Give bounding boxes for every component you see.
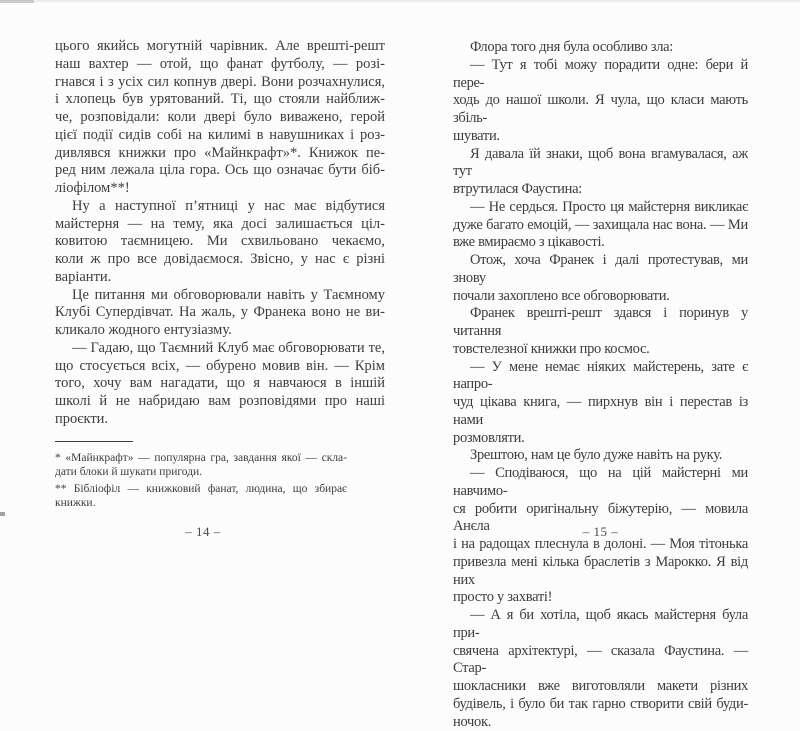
scan-corner-smudge [0, 0, 34, 3]
text-line: ночок. [453, 714, 748, 731]
scan-top-edge-artifact [0, 0, 800, 2]
text-line: Це питання ми обговорювали навіть у Таємному [55, 287, 385, 305]
page-number-right: – 15 – [453, 524, 748, 540]
text-line: і на радощах плеснула в долоні. — Моя тітонька [453, 536, 748, 554]
text-line: — Сподіваюся, що на цій майстерні ми навчимо- [453, 465, 748, 501]
text-line: ся робити оригінальну біжутерію, — мовила Анєла [453, 501, 748, 537]
text-line: Ну а наступної п’ятниці у нас має відбутися [55, 198, 385, 216]
text-line: — Гадаю, що Таємний Клуб має обговорювати те, [55, 340, 385, 358]
text-line: цієї події сидів собі на килимі в навушниках і роз- [55, 127, 385, 145]
text-line: будівель, і було би так гарно створити свій буди- [453, 696, 748, 714]
text-line: коли ж про все довідаємося. Звісно, у нас є різні [55, 251, 385, 269]
text-line: цього якийсь могутній чарівник. Але врешті-решт [55, 38, 385, 56]
text-line: кликало жодного ентузіазму. [55, 322, 385, 340]
text-line: ковитою таємницею. Ми схвильовано чекаємо, [55, 233, 385, 251]
text-line: вже вмираємо з цікавості. [453, 234, 748, 252]
footnote [55, 482, 347, 511]
text-line: дуже багато емоцій, — захищала нас вона. — Ми [453, 217, 748, 235]
text-line: почали захоплено все обговорювати. [453, 288, 748, 306]
text-line: шокласники вже виготовляли макети різних [453, 678, 748, 696]
text-line: — А я би хотіла, щоб якась майстерня була при- [453, 607, 748, 643]
text-line: наш вахтер — отой, що фанат футболу, — розі- [55, 56, 385, 74]
page-number-left: – 14 – [38, 524, 368, 540]
text-line: Я давала їй знаки, щоб вона вгамувалася, аж тут [453, 146, 748, 182]
text-line: майстерня — на тему, яка досі залишається ціл- [55, 216, 385, 234]
page-left-text-body [55, 38, 385, 429]
text-line: Франек врешті-решт здався і поринув у читання [453, 305, 748, 341]
text-line: проєкти. [55, 411, 385, 429]
page-left [55, 38, 385, 572]
page-right [453, 39, 748, 572]
text-line: варіанти. [55, 269, 385, 287]
text-line: — Не сердься. Просто ця майстерня викликає [453, 199, 748, 217]
text-line: втрутилася Фаустина: [453, 181, 748, 199]
footnote-line: ** Бібліофіл — книжковий фанат, людина, що збирає [55, 482, 347, 497]
text-line: Флора того дня була особливо зла: [453, 39, 748, 57]
page-right-text-body [453, 39, 748, 731]
text-line: дивлявся книжки про «Майнкрафт»*. Книжок пе- [55, 145, 385, 163]
footnote-separator-rule [55, 441, 133, 442]
text-line: що стосується всіх, — обурено мовив він. — Крім [55, 358, 385, 376]
footnote-line: дати блоки й шукати пригоди. [55, 465, 347, 480]
scan-edge-speck [0, 512, 5, 516]
text-line: ходь до нашої школи. Я чула, що класи мають збіль- [453, 92, 748, 128]
text-line: привезла мені кілька браслетів з Марокко. Я від них [453, 554, 748, 590]
text-line: школі й не набридаю вам розповідями про наші [55, 393, 385, 411]
text-line: — Тут я тобі можу порадити одне: бери й пере- [453, 57, 748, 93]
text-line: шувати. [453, 128, 748, 146]
text-line: розмовляти. [453, 430, 748, 448]
text-line: гнався і з усіх сил копнув двері. Вони розчахнулися, [55, 74, 385, 92]
text-line: ліофілом**! [55, 180, 385, 198]
footnote-line: книжки. [55, 496, 347, 511]
page-left-footnotes [55, 451, 347, 511]
text-line: — У мене немає ніяких майстерень, зате є напро- [453, 359, 748, 395]
text-line: свячена архітектурі, — сказала Фаустина. — Стар- [453, 643, 748, 679]
footnote-line: * «Майнкрафт» — популярна гра, завдання якої — скла- [55, 451, 347, 466]
text-line: ред ним лежала ціла гора. Ось що означає бути біб- [55, 162, 385, 180]
text-line: че, розповідали: коли двері було виважено, герой [55, 109, 385, 127]
text-line: Отож, хоча Франек і далі протестував, ми знову [453, 252, 748, 288]
text-line: просто у захваті! [453, 589, 748, 607]
text-line: і хлопець був урятований. Ті, що стояли найближ- [55, 91, 385, 109]
text-line: Клубі Супердівчат. На жаль, у Франека воно не ви- [55, 304, 385, 322]
text-line: чуд цікава книга, — пирхнув він і перестав із нами [453, 394, 748, 430]
text-line: товстелезної книжки про космос. [453, 341, 748, 359]
text-line: того, хочу вам нагадати, що я навчаюся в іншій [55, 375, 385, 393]
text-line: Зрештою, нам це було дуже навіть на руку. [453, 447, 748, 465]
footnote [55, 451, 347, 480]
